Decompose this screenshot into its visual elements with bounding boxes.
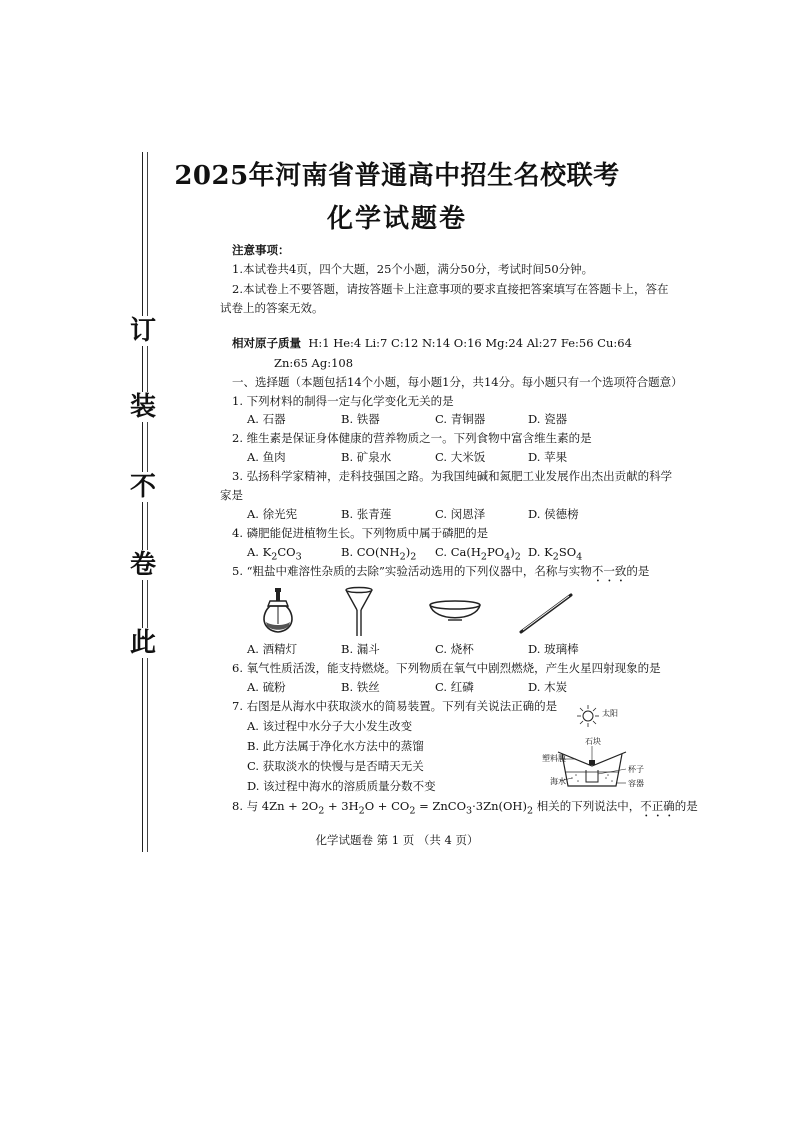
q2-option-d: D. 苹果 bbox=[528, 450, 568, 464]
q8-stem-pre: 8. 与 4Zn + 2O bbox=[232, 799, 319, 813]
q3-option-b: B. 张青莲 bbox=[341, 507, 392, 521]
q6-option-c: C. 红磷 bbox=[435, 680, 474, 694]
notice-item-1: 1.本试卷共4页，四个大题，25个小题，满分50分，考试时间50分钟。 bbox=[232, 262, 594, 276]
q4-option-a: A. $K_2CO_3$ bbox=[247, 545, 302, 563]
q8-stem: 8. 与 $4Zn + 2O_2 + 3H_2O + CO_2$ = $ZnCO_3\cdot 3Zn(OH)_2$ 相关的下列说法中，不正确的是 bbox=[232, 799, 698, 817]
binding-line-inner bbox=[147, 152, 148, 852]
q2-option-b: B. 矿泉水 bbox=[341, 450, 392, 464]
q4-option-d: D. $K_2SO_4$ bbox=[528, 545, 583, 563]
q1-option-d: D. 瓷器 bbox=[528, 412, 568, 426]
q1-option-b: B. 铁器 bbox=[341, 412, 380, 426]
fig-label-stone: 石块 bbox=[585, 737, 601, 746]
q7-option-b: B. 此方法属于净化水方法中的蒸馏 bbox=[247, 739, 424, 753]
alcohol-lamp-icon bbox=[258, 586, 298, 636]
fig-label-sun: 太阳 bbox=[602, 709, 618, 718]
fig-label-cup: 杯子 bbox=[628, 765, 644, 774]
margin-char-ci: 此 bbox=[129, 628, 156, 658]
q5-stem-emphasis: 不一致 bbox=[591, 564, 627, 578]
q3-stem-2: 家是 bbox=[220, 488, 243, 502]
q1-stem: 1. 下列材料的制得一定与化学变化无关的是 bbox=[232, 394, 454, 408]
fig-label-container: 容器 bbox=[628, 779, 644, 788]
atomic-mass-line2: Zn:65 Ag:108 bbox=[274, 356, 354, 370]
atomic-mass-line1 bbox=[232, 335, 632, 351]
q3-option-a: A. 徐光宪 bbox=[247, 507, 298, 521]
q5-option-d: D. 玻璃棒 bbox=[528, 642, 579, 656]
q3-option-c: C. 闵恩泽 bbox=[435, 507, 486, 521]
q7-stem: 7. 右图是从海水中获取淡水的简易装置。下列有关说法正确的是 bbox=[232, 699, 558, 713]
q4-option-b: B. $CO(NH_2)_2$ bbox=[341, 545, 417, 563]
q4-option-c: C. $Ca(H_2PO_4)_2$ bbox=[435, 545, 521, 563]
q5-stem-post: 的是 bbox=[626, 564, 650, 578]
q5-stem-pre: 5. “粗盐中难溶性杂质的去除”实验活动选用的下列仪器中，名称与实物 bbox=[232, 564, 592, 578]
q7-option-a: A. 该过程中水分子大小发生改变 bbox=[247, 719, 413, 733]
q8-stem-emphasis: 不正确 bbox=[640, 799, 675, 813]
exam-title: 2025年河南省普通高中招生名校联考 bbox=[174, 161, 620, 191]
margin-char-bu: 不 bbox=[129, 472, 156, 502]
notice-heading: 注意事项： bbox=[232, 243, 290, 257]
exam-subtitle: 化学试题卷 bbox=[326, 204, 467, 234]
q6-option-a: A. 硫粉 bbox=[247, 680, 286, 694]
q8-stem-post: 的是 bbox=[674, 799, 698, 813]
q2-option-a: A. 鱼肉 bbox=[247, 450, 286, 464]
q6-option-d: D. 木炭 bbox=[528, 680, 568, 694]
margin-char-ding: 订 bbox=[129, 316, 156, 346]
q5-option-c: C. 烧杯 bbox=[435, 642, 474, 656]
margin-char-juan: 卷 bbox=[129, 550, 156, 580]
q1-option-a: A. 石器 bbox=[247, 412, 286, 426]
atomic-mass-values1: H:1 He:4 Li:7 C:12 N:14 O:16 Mg:24 Al:27 Fe:56 Cu:64 bbox=[308, 336, 632, 350]
q5-stem bbox=[232, 563, 649, 585]
q7-option-c: C. 获取淡水的快慢与是否晴天无关 bbox=[247, 759, 424, 773]
section1-heading: 一、选择题（本题包括14个小题，每小题1分，共14分。每小题只有一个选项符合题意） bbox=[232, 375, 683, 389]
q1-option-c: C. 青铜器 bbox=[435, 412, 486, 426]
q5-option-b: B. 漏斗 bbox=[341, 642, 380, 656]
page-footer: 化学试题卷 第 1 页 （共 4 页） bbox=[315, 833, 479, 847]
q2-option-c: C. 大米饭 bbox=[435, 450, 486, 464]
q5-option-a: A. 酒精灯 bbox=[247, 642, 298, 656]
notice-item-2b: 试卷上的答案无效。 bbox=[220, 301, 324, 315]
q3-stem-1: 3. 弘扬科学家精神，走科技强国之路。为我国纯碱和氮肥工业发展作出杰出贡献的科学 bbox=[232, 469, 673, 483]
q3-option-d: D. 侯德榜 bbox=[528, 507, 579, 521]
atomic-mass-label: 相对原子质量 bbox=[232, 336, 301, 350]
q8-stem-mid: 相关的下列说法中， bbox=[536, 799, 641, 813]
q6-stem: 6. 氧气性质活泼，能支持燃烧。下列物质在氧气中剧烈燃烧，产生火星四射现象的是 bbox=[232, 661, 661, 675]
sun-icon bbox=[577, 705, 599, 727]
q2-stem: 2. 维生素是保证身体健康的营养物质之一。下列食物中富含维生素的是 bbox=[232, 431, 592, 445]
margin-char-zhuang: 装 bbox=[129, 392, 156, 422]
fig-label-sea: 海水 bbox=[550, 777, 566, 786]
notice-item-2a: 2.本试卷上不要答题，请按答题卡上注意事项的要求直接把答案填写在答题卡上，答在 bbox=[232, 282, 669, 296]
fig-label-film: 塑料膜 bbox=[542, 754, 566, 763]
evaporating-dish-icon bbox=[428, 600, 482, 626]
q6-option-b: B. 铁丝 bbox=[341, 680, 380, 694]
binding-line bbox=[142, 152, 143, 852]
q7-option-d: D. 该过程中海水的溶质质量分数不变 bbox=[247, 779, 436, 793]
funnel-icon bbox=[344, 586, 374, 638]
glass-rod-icon bbox=[518, 592, 574, 634]
q4-stem: 4. 磷肥能促进植物生长。下列物质中属于磷肥的是 bbox=[232, 526, 489, 540]
